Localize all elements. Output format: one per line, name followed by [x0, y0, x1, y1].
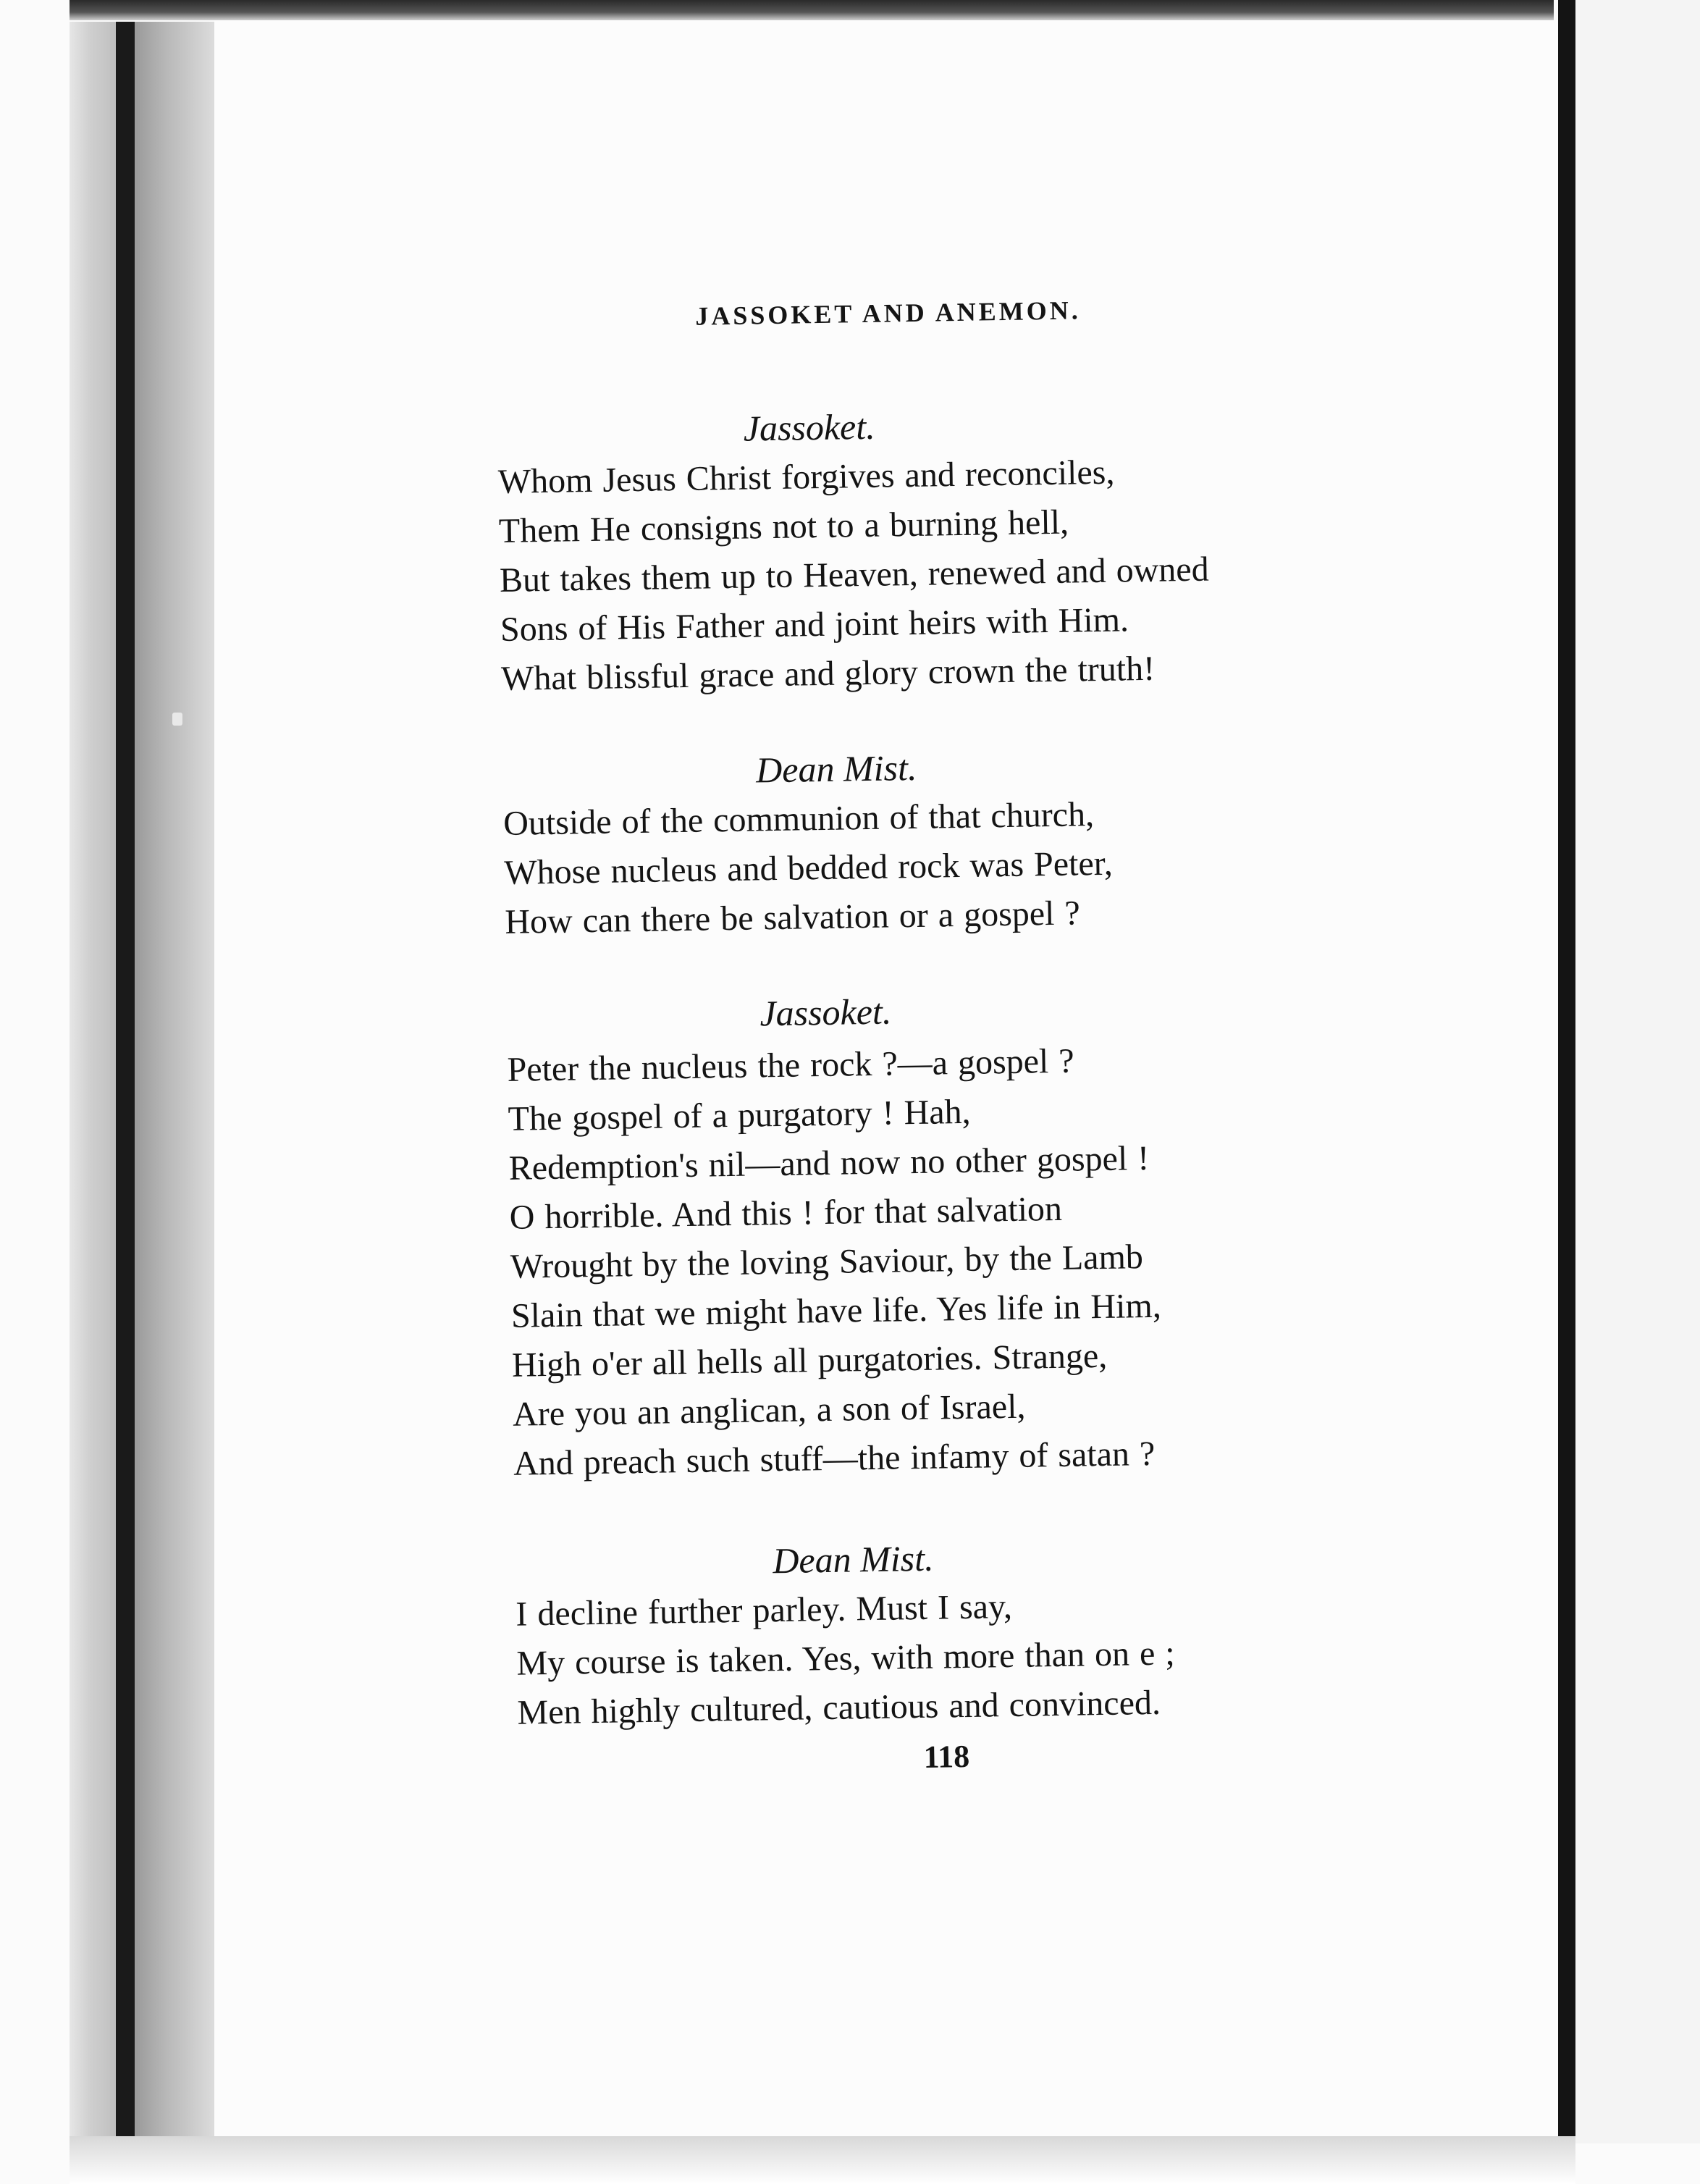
speaker-label: Dean Mist. [772, 1537, 934, 1582]
verse-line: Redemption's nil—and now no other gospel ! [508, 1138, 1150, 1188]
verse-line: High o'er all hells all purgatories. Strange, [511, 1336, 1108, 1385]
verse-line: Outside of the communion of that church, [502, 795, 1095, 843]
verse-line: Whom Jesus Christ forgives and reconciles, [497, 453, 1115, 501]
book-spine [1558, 0, 1575, 2143]
verse-line: And preach such stuff—the infamy of satan ? [513, 1434, 1156, 1483]
verse-line: But takes them up to Heaven, renewed and owned [499, 550, 1209, 600]
gutter-shadow [135, 22, 214, 2143]
page-edges [70, 22, 120, 2143]
verse-line: Men highly cultured, cautious and convinced. [517, 1683, 1161, 1732]
verse-line: Peter the nucleus the rock ?—a gospel ? [507, 1041, 1074, 1089]
verse-line: Wrought by the loving Saviour, by the Lamb [510, 1238, 1144, 1286]
running-head: JASSOKET AND ANEMON. [694, 295, 1081, 331]
stray-mark [172, 713, 182, 726]
speaker-label: Jassoket. [743, 406, 876, 449]
verse-line: Are you an anglican, a son of Israel, [512, 1387, 1026, 1434]
facing-page [1575, 0, 1700, 2143]
verse-line: Slain that we might have life. Yes life in Him, [510, 1286, 1162, 1335]
verse-line: I decline further parley. Must I say, [516, 1587, 1013, 1634]
top-border [70, 0, 1554, 20]
verse-line: Them He consigns not to a burning hell, [498, 503, 1069, 550]
verse-line: How can there be salvation or a gospel ? [504, 894, 1081, 941]
verse-line: What blissful grace and glory crown the truth! [500, 649, 1156, 698]
page-number: 118 [923, 1738, 970, 1775]
binding-shadow [116, 22, 135, 2143]
verse-line: The gospel of a purgatory ! Hah, [508, 1092, 971, 1138]
verse-line: Whose nucleus and bedded rock was Peter, [503, 844, 1114, 892]
verse-line: O horrible. And this ! for that salvation [509, 1189, 1063, 1237]
speaker-label: Jassoket. [759, 991, 892, 1034]
bottom-shadow [70, 2136, 1575, 2184]
verse-line: Sons of His Father and joint heirs with Him. [500, 600, 1129, 649]
speaker-label: Dean Mist. [755, 747, 917, 791]
verse-line: My course is taken. Yes, with more than on e ; [516, 1634, 1176, 1683]
